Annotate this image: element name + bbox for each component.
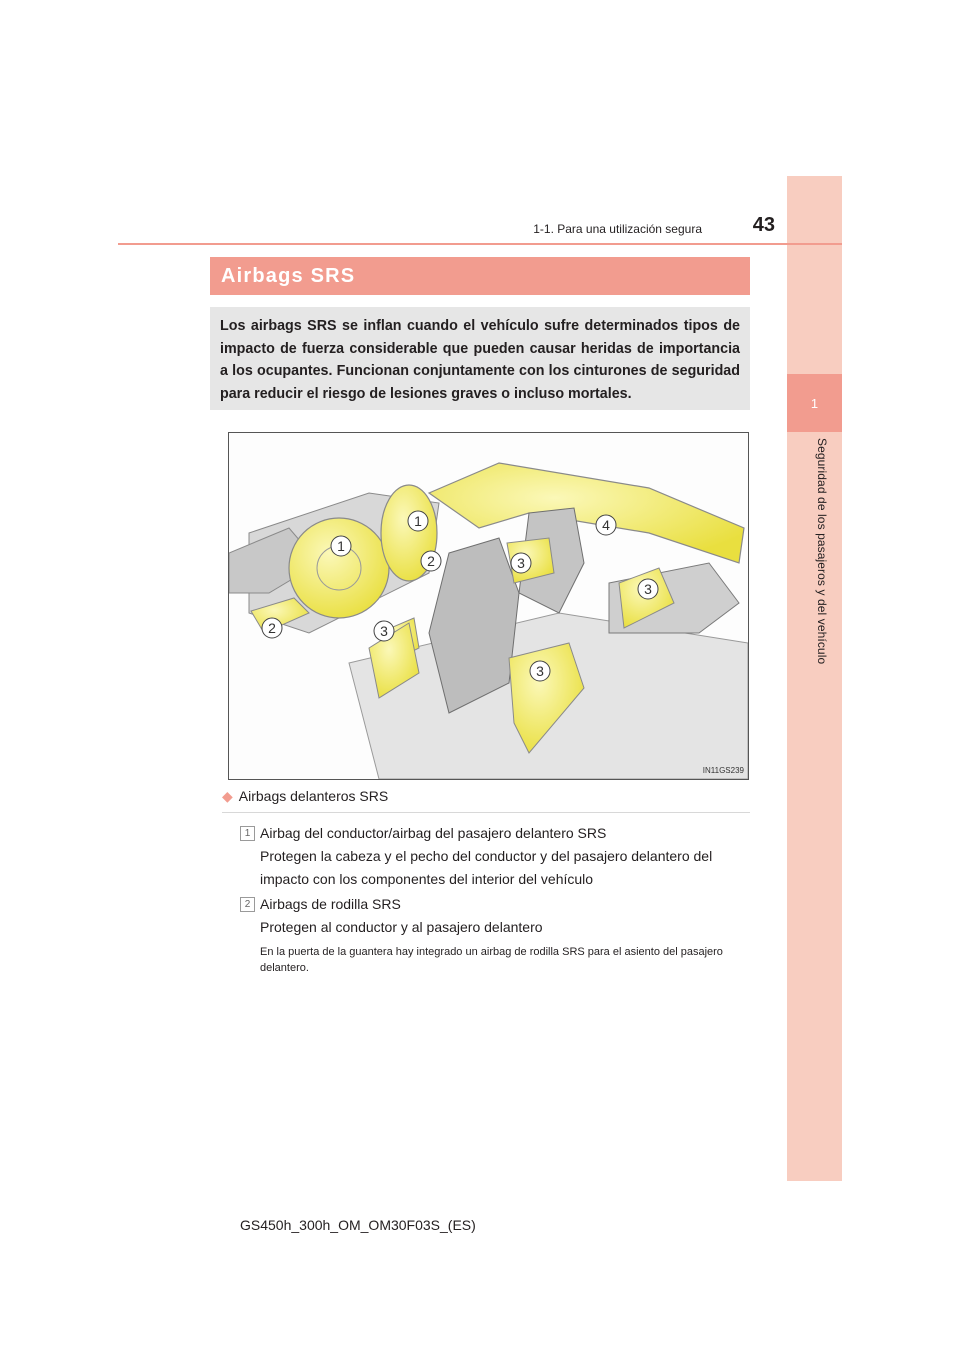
svg-text:4: 4 (602, 517, 610, 533)
car-interior-drawing (229, 433, 748, 779)
callout-2-passenger (421, 551, 441, 571)
page-number: 43 (752, 214, 775, 236)
svg-text:1: 1 (337, 538, 345, 554)
svg-text:1: 1 (414, 513, 422, 529)
item-number-box: 2 (240, 897, 255, 912)
callout-1-driver (331, 536, 351, 556)
svg-text:3: 3 (644, 581, 652, 597)
item-description: Protegen la cabeza y el pecho del conductor y del pasajero delantero del impacto con los componentes del interior del vehículo (260, 848, 713, 887)
chapter-number: 1 (787, 374, 842, 432)
intro-box: Los airbags SRS se inflan cuando el vehículo sufre determinados tipos de impacto de fuerza considerable que pueden causar heridas de importancia a los ocupantes. Funcionan conjuntamente con los cinturones de seguridad para reducir el riesgo de lesiones graves o incluso mortales. (210, 307, 750, 410)
airbag-illustration (228, 432, 749, 780)
list-item (240, 893, 750, 939)
note-text: En la puerta de la guantera hay integrado un airbag de rodilla SRS para el asiento del pasajero delantero. (260, 946, 723, 974)
item-description: Protegen al conductor y al pasajero delantero (260, 919, 543, 935)
footer-code: GS450h_300h_OM_OM30F03S_(ES) (240, 1217, 476, 1233)
subsection-title: Airbags delanteros SRS (238, 788, 389, 804)
side-tab (787, 176, 842, 1181)
figure-code: IN11GS239 (702, 766, 744, 775)
callout-1-passenger (408, 511, 428, 531)
callout-4-curtain (596, 515, 616, 535)
callout-3-front-left (374, 621, 394, 641)
svg-text:3: 3 (380, 623, 388, 639)
subsection-heading (222, 788, 750, 813)
item-number-box: 1 (240, 826, 255, 841)
driver-airbag (289, 518, 389, 618)
section-title: 1-1. Para una utilización segura (533, 222, 702, 236)
list-item (240, 822, 750, 891)
diamond-icon: ◆ (222, 788, 233, 804)
callout-3-front-right (511, 553, 531, 573)
callout-3-rear-left (530, 661, 550, 681)
item-title: Airbags de rodilla SRS (260, 896, 401, 912)
svg-text:2: 2 (268, 620, 276, 636)
chapter-label: Seguridad de los pasajeros y del vehículo (815, 438, 829, 665)
callout-3-rear-right (638, 579, 658, 599)
header-rule (118, 243, 842, 245)
item-title: Airbag del conductor/airbag del pasajero delantero SRS (260, 825, 607, 841)
page-heading: Airbags SRS (210, 257, 750, 295)
callout-2-driver (262, 618, 282, 638)
svg-text:3: 3 (517, 555, 525, 571)
svg-text:3: 3 (536, 663, 544, 679)
svg-text:2: 2 (427, 553, 435, 569)
